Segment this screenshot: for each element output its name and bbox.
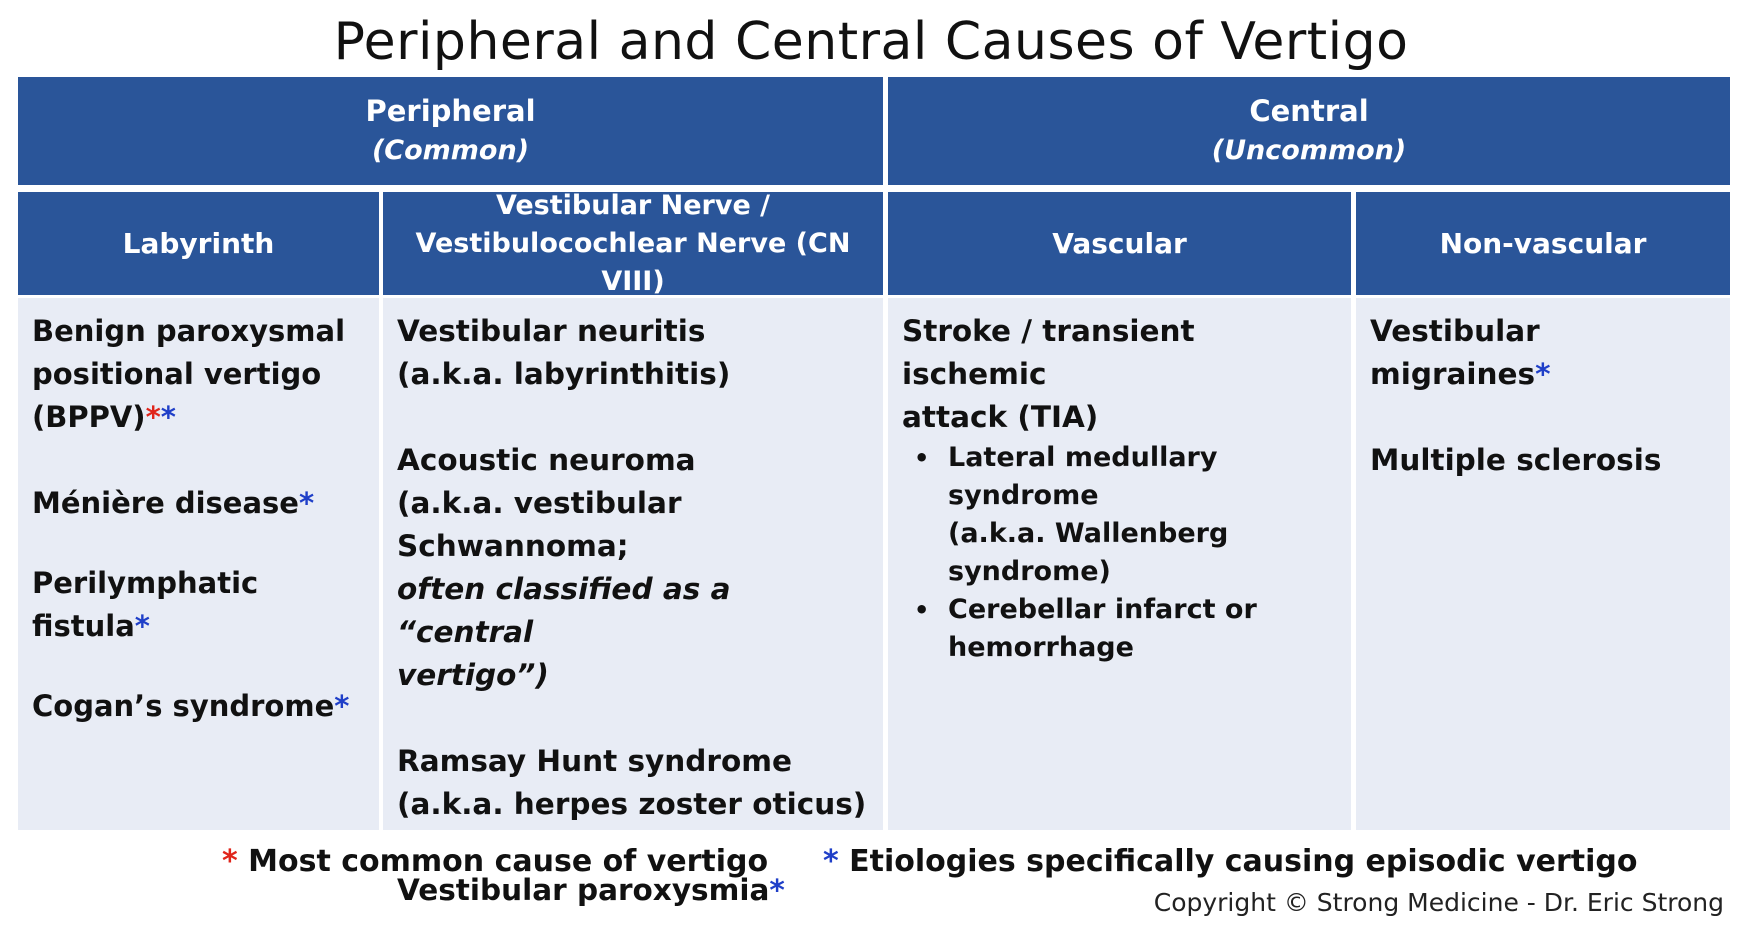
- ramsay-line1: Ramsay Hunt syndrome: [397, 744, 792, 778]
- blue-star-marker: *: [134, 609, 150, 643]
- bppv-line3: [32, 396, 365, 439]
- bppv-label: (BPPV): [32, 400, 146, 434]
- legend-episodic-label: Etiologies specifically causing episodic vertigo: [849, 844, 1638, 879]
- header-peripheral-label: Peripheral: [365, 94, 536, 128]
- meniere-label: Ménière disease: [32, 486, 299, 520]
- cell-nonvascular: [1356, 298, 1730, 830]
- blue-star-marker: *: [823, 844, 839, 879]
- bullet-cerebellar: [948, 591, 1337, 667]
- red-star-marker: *: [145, 400, 161, 434]
- ramsay-line2: (a.k.a. herpes zoster oticus): [397, 787, 867, 821]
- bullet-line1: • Cerebellar infarct or: [948, 594, 1257, 625]
- bullet-lateral-medullary: [948, 439, 1337, 591]
- ms-item: Multiple sclerosis: [1370, 443, 1662, 477]
- vascular-bullet-list: [902, 439, 1337, 667]
- legend-most-common: [222, 840, 768, 884]
- neuroma-line3: often classified as a “central: [397, 572, 731, 649]
- cogan-item: [32, 685, 365, 728]
- neuritis-line2: (a.k.a. labyrinthitis): [397, 357, 731, 391]
- fistula-item: [32, 562, 365, 648]
- bppv-line1: Benign paroxysmal: [32, 314, 346, 348]
- neuroma-line2: (a.k.a. vestibular Schwannoma;: [397, 486, 682, 563]
- legend-episodic: [823, 840, 1638, 884]
- blue-star-marker: *: [298, 486, 315, 520]
- stroke-line1: Stroke / transient ischemic: [902, 314, 1195, 391]
- header-central-label: Central: [1249, 94, 1369, 128]
- blue-star-marker: *: [1535, 357, 1551, 391]
- header-central-sub: (Uncommon): [1211, 135, 1407, 166]
- bppv-line2: positional vertigo: [32, 357, 322, 391]
- header-peripheral-sub: (Common): [371, 135, 530, 166]
- stroke-line2: attack (TIA): [902, 400, 1099, 434]
- bullet-line2: (a.k.a. Wallenberg syndrome): [948, 518, 1229, 587]
- subheader-nonvascular-label: Non-vascular: [1439, 226, 1647, 260]
- migraines-label: Vestibular migraines: [1370, 314, 1540, 391]
- bullet-line1: • Lateral medullary syndrome: [948, 442, 1218, 511]
- page-title: Peripheral and Central Causes of Vertigo: [333, 12, 1409, 72]
- subheader-nerve-line2: Vestibulocochlear Nerve (CN VIII): [415, 227, 851, 297]
- legend-most-common-label: Most common cause of vertigo: [248, 844, 769, 879]
- blue-star-marker: *: [334, 689, 350, 723]
- subheader-nerve-line1: Vestibular Nerve /: [495, 189, 771, 221]
- neuroma-line4: vertigo”): [397, 658, 549, 692]
- subheader-nonvascular: [1356, 192, 1730, 295]
- subheader-vascular-label: Vascular: [1052, 226, 1187, 260]
- blue-star-marker: *: [769, 873, 785, 907]
- fistula-label: Perilymphatic fistula: [32, 566, 259, 643]
- cell-labyrinth: [18, 298, 379, 830]
- paroxysmia-label: Vestibular paroxysmia: [397, 873, 770, 907]
- subheader-vascular: [888, 192, 1351, 295]
- meniere-item: [32, 482, 365, 525]
- blue-star-marker: *: [160, 400, 176, 434]
- neuroma-line1: Acoustic neuroma: [397, 443, 696, 477]
- migraines-item: [1370, 310, 1716, 396]
- neuritis-line1: Vestibular neuritis: [397, 314, 706, 348]
- copyright-text: Copyright © Strong Medicine - Dr. Eric Strong: [1153, 888, 1724, 917]
- subheader-nerve: [383, 189, 883, 297]
- header-peripheral: [18, 77, 883, 185]
- bullet-line2: hemorrhage: [948, 632, 1134, 663]
- cell-vascular: [888, 298, 1351, 830]
- red-star-marker: *: [222, 844, 238, 879]
- subheader-labyrinth: [18, 192, 379, 295]
- cogan-label: Cogan’s syndrome: [32, 689, 335, 723]
- subheader-labyrinth-label: Labyrinth: [122, 226, 275, 260]
- header-central: [888, 77, 1730, 185]
